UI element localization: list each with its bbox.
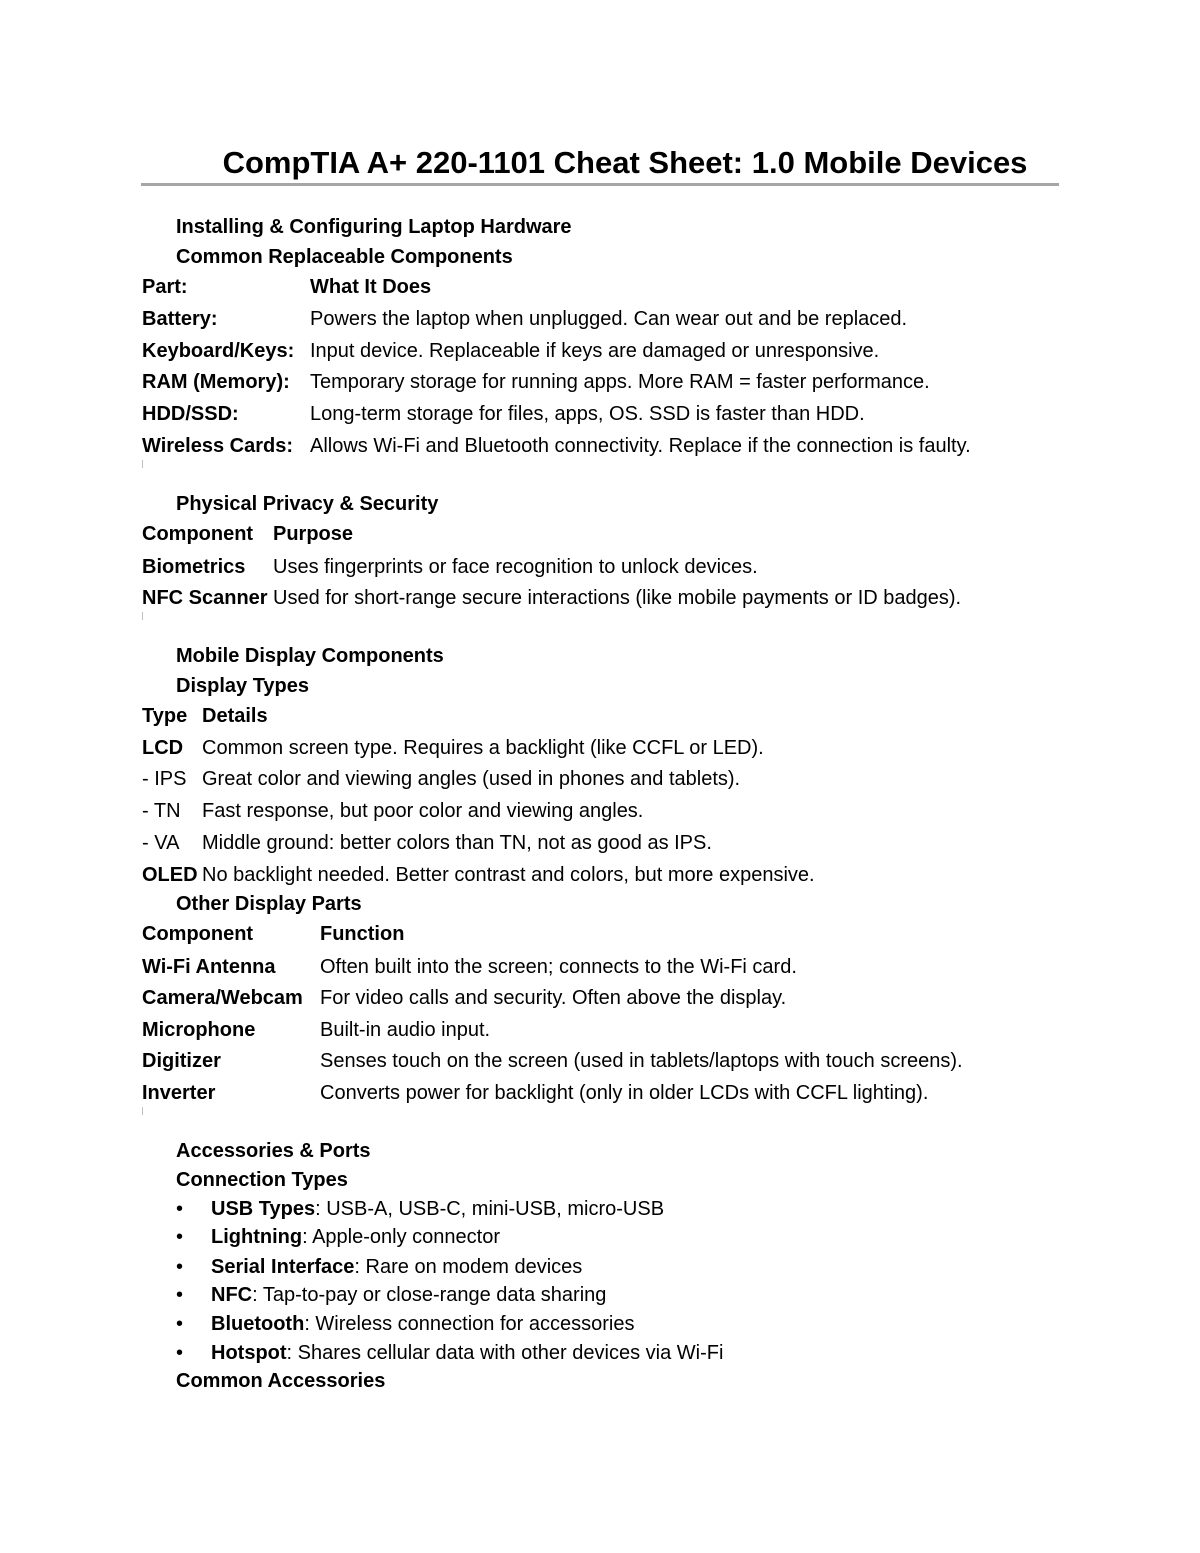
row-description: Long-term storage for files, apps, OS. SSD is faster than HDD.: [310, 403, 865, 425]
paragraph-mark: [142, 1107, 143, 1115]
column-header: Component: [142, 923, 254, 945]
column-header: Component: [142, 523, 254, 545]
subheading-connection-types: Connection Types: [176, 1169, 348, 1191]
row-term: Wireless Cards:: [142, 435, 293, 457]
row-description: For video calls and security. Often above the display.: [320, 987, 787, 1009]
list-item-description: : USB-A, USB-C, mini-USB, micro-USB: [315, 1198, 665, 1220]
section-heading-accessories-ports: Accessories & Ports: [176, 1140, 371, 1162]
paragraph-mark: [142, 460, 143, 468]
row-term: Microphone: [142, 1019, 256, 1041]
row-description: Converts power for backlight (only in older LCDs with CCFL lighting).: [320, 1082, 929, 1104]
row-term: RAM (Memory):: [142, 371, 290, 393]
row-description: Great color and viewing angles (used in phones and tablets).: [202, 768, 741, 790]
paragraph-mark: [142, 612, 143, 620]
row-term: - IPS: [142, 768, 187, 790]
column-header: Type: [142, 705, 188, 727]
list-item-description: : Wireless connection for accessories: [304, 1313, 635, 1335]
column-header: Details: [202, 705, 268, 727]
bullet-icon: •: [176, 1256, 184, 1278]
page-title: CompTIA A+ 220-1101 Cheat Sheet: 1.0 Mobile Devices: [222, 145, 1028, 180]
column-header: Purpose: [273, 523, 354, 545]
list-item-description: : Apple-only connector: [302, 1226, 500, 1248]
row-description: Powers the laptop when unplugged. Can wear out and be replaced.: [310, 308, 908, 330]
bullet-icon: •: [176, 1198, 184, 1220]
row-description: Input device. Replaceable if keys are damaged or unresponsive.: [310, 340, 880, 362]
section-heading-privacy-security: Physical Privacy & Security: [176, 493, 439, 515]
bullet-icon: •: [176, 1226, 184, 1248]
bullet-icon: •: [176, 1313, 184, 1335]
row-term: - VA: [142, 832, 180, 854]
subheading-common-accessories: Common Accessories: [176, 1370, 386, 1392]
list-item-term: Lightning: [211, 1226, 303, 1248]
row-term: Camera/Webcam: [142, 987, 303, 1009]
subheading-replaceable-components: Common Replaceable Components: [176, 246, 513, 268]
list-item-term: NFC: [211, 1284, 253, 1306]
section-heading-laptop-hardware: Installing & Configuring Laptop Hardware: [176, 216, 572, 238]
row-term: Battery:: [142, 308, 218, 330]
list-item-description: : Rare on modem devices: [354, 1256, 583, 1278]
list-item-description: : Shares cellular data with other devices via Wi-Fi: [286, 1342, 724, 1364]
section-heading-display-components: Mobile Display Components: [176, 645, 444, 667]
subheading-display-types: Display Types: [176, 675, 310, 697]
row-description: Built-in audio input.: [320, 1019, 491, 1041]
bullet-icon: •: [176, 1342, 184, 1364]
list-item-term: Serial Interface: [211, 1256, 355, 1278]
list-item-term: USB Types: [211, 1198, 316, 1220]
column-header: What It Does: [310, 276, 432, 298]
row-description: Often built into the screen; connects to the Wi-Fi card.: [320, 956, 797, 978]
row-term: Biometrics: [142, 556, 246, 578]
list-item-description: : Tap-to-pay or close-range data sharing: [252, 1284, 607, 1306]
row-term: Wi-Fi Antenna: [142, 956, 276, 978]
row-description: Temporary storage for running apps. More RAM = faster performance.: [310, 371, 930, 393]
row-description: No backlight needed. Better contrast and colors, but more expensive.: [202, 864, 815, 886]
column-header: Part:: [142, 276, 188, 298]
row-description: Middle ground: better colors than TN, not as good as IPS.: [202, 832, 712, 854]
row-description: Common screen type. Requires a backlight (like CCFL or LED).: [202, 737, 764, 759]
row-term: NFC Scanner: [142, 587, 268, 609]
row-term: HDD/SSD:: [142, 403, 239, 425]
row-term: - TN: [142, 800, 181, 822]
subheading-other-display-parts: Other Display Parts: [176, 893, 362, 915]
row-description: Allows Wi-Fi and Bluetooth connectivity. Replace if the connection is faulty.: [310, 435, 971, 457]
row-description: Fast response, but poor color and viewing angles.: [202, 800, 644, 822]
row-description: Senses touch on the screen (used in tablets/laptops with touch screens).: [320, 1050, 963, 1072]
list-item-term: Hotspot: [211, 1342, 287, 1364]
bullet-icon: •: [176, 1284, 184, 1306]
title-underline: [141, 183, 1059, 186]
row-term: LCD: [142, 737, 184, 759]
column-header: Function: [320, 923, 405, 945]
row-description: Uses fingerprints or face recognition to unlock devices.: [273, 556, 758, 578]
row-term: Inverter: [142, 1082, 216, 1104]
row-term: OLED: [142, 864, 198, 886]
row-term: Keyboard/Keys:: [142, 340, 295, 362]
row-description: Used for short-range secure interactions (like mobile payments or ID badges).: [273, 587, 962, 609]
list-item-term: Bluetooth: [211, 1313, 305, 1335]
row-term: Digitizer: [142, 1050, 221, 1072]
